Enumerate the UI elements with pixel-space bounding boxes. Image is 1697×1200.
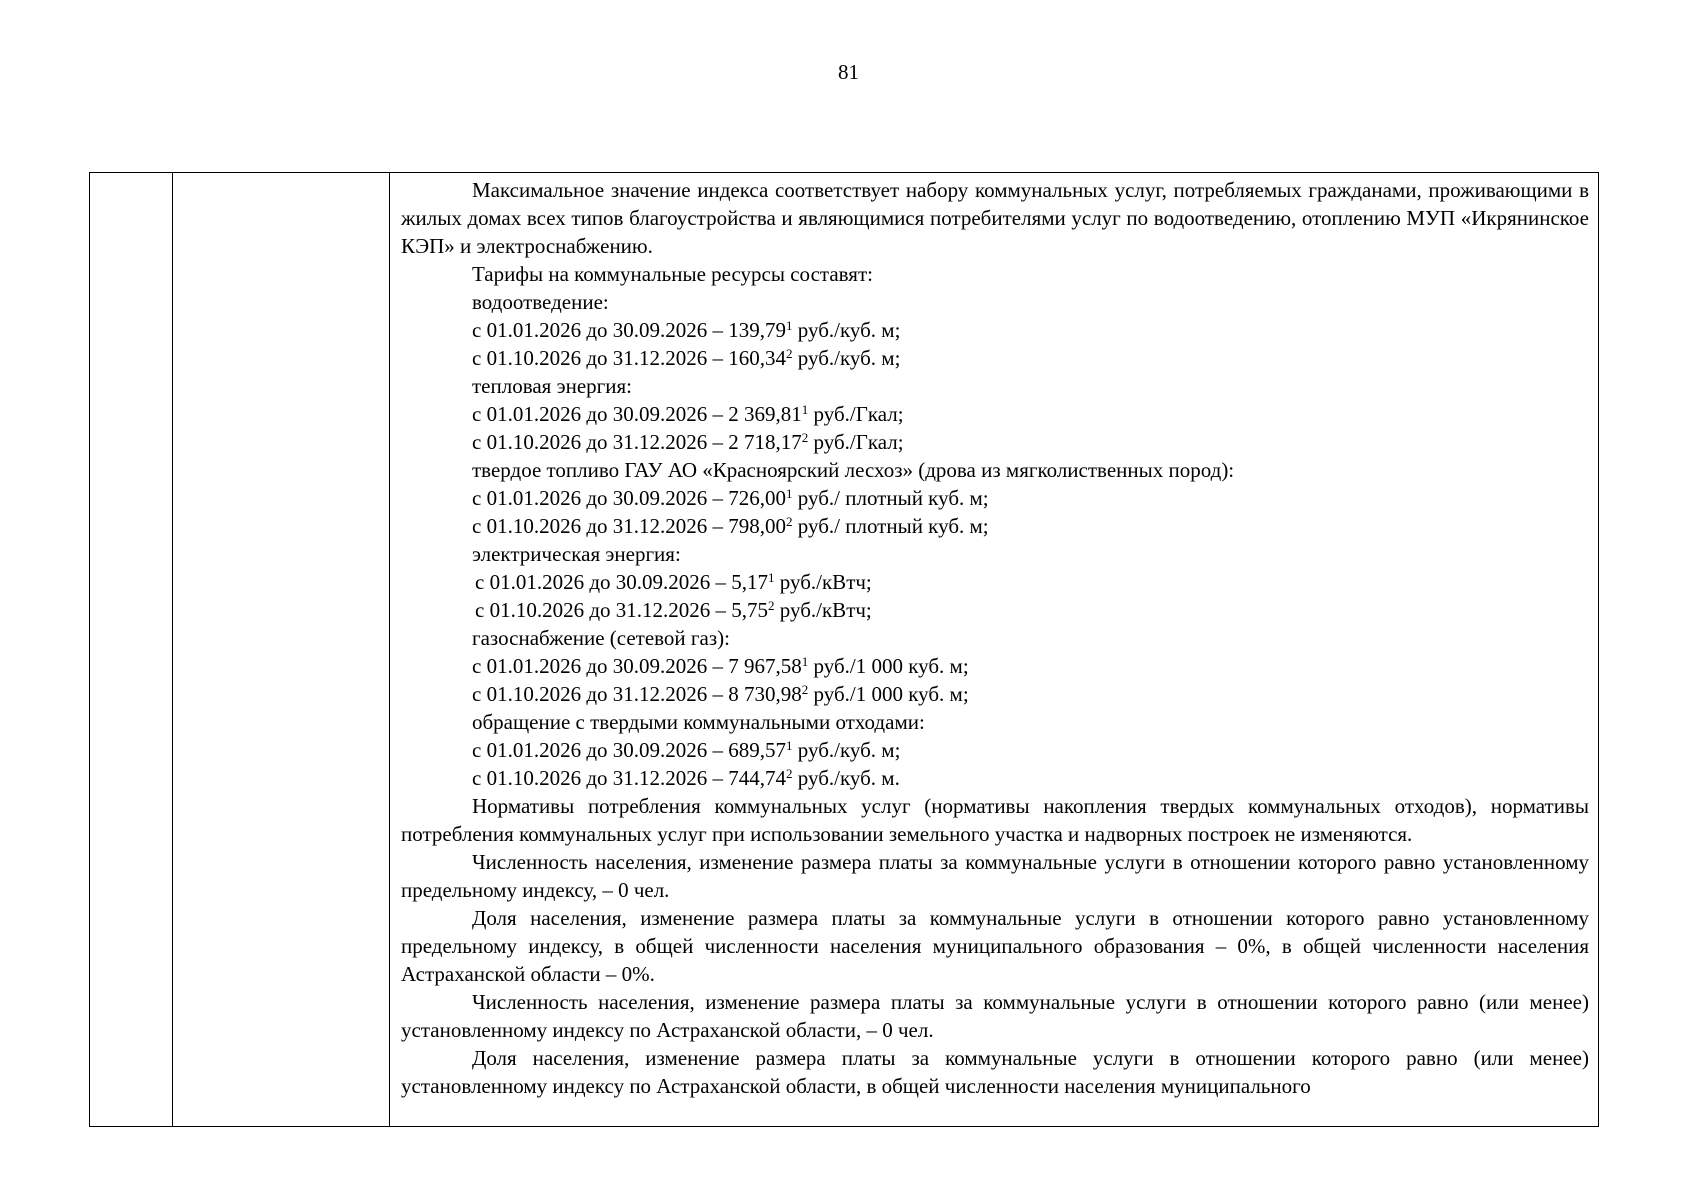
tariff-rate-line (401, 400, 1589, 428)
footnote-marker: 1 (801, 654, 809, 669)
tariff-rate-line (401, 316, 1589, 344)
tariff-rate-line (401, 680, 1589, 708)
document-table (89, 172, 1599, 1127)
tariff-group-title: электрическая энергия: (472, 542, 681, 566)
tariff-rate-unit: руб./ плотный куб. м; (792, 486, 989, 510)
standards-paragraph: Нормативы потребления коммунальных услуг (нормативы накопления твердых коммунальных отходов), нормативы потребления коммунальных услуг при использовании земельного участка и надворных построек не изменяются. (401, 794, 1589, 846)
tariff-rate-value: с 01.10.2026 до 31.12.2026 – 160,34 (472, 346, 787, 370)
table-cell-name (173, 173, 389, 1126)
tariff-rate-value: с 01.10.2026 до 31.12.2026 – 2 718,17 (472, 430, 802, 454)
tariff-rate-line (401, 596, 1589, 624)
footnote-marker: 2 (768, 598, 775, 613)
tariff-rate-line (401, 736, 1589, 764)
tariff-rate-line (401, 652, 1589, 680)
footnote-marker: 1 (786, 738, 793, 753)
tariff-rate-line (401, 512, 1589, 540)
tariff-rate-line (401, 344, 1589, 372)
tariff-rate-unit: руб./куб. м. (792, 766, 900, 790)
tariff-rate-line (401, 764, 1589, 792)
tariff-group-title: обращение с твердыми коммунальными отходами: (472, 710, 925, 734)
tariffs-heading: Тарифы на коммунальные ресурсы составят: (472, 262, 873, 286)
tariff-group-title: водоотведение: (472, 290, 609, 314)
tariff-rate-unit: руб./1 000 куб. м; (808, 682, 969, 706)
tariff-rate-unit: руб./куб. м; (792, 738, 901, 762)
population-share-regional-paragraph: Доля населения, изменение размера платы за коммунальные услуги в отношении которого равно (или менее) установленному индексу по Астраханской области, в общей численности населения муниципального (401, 1046, 1589, 1098)
footnote-marker: 2 (786, 514, 793, 529)
page-number: 81 (838, 60, 859, 84)
tariff-rate-unit: руб./кВтч; (774, 598, 872, 622)
tariff-rate-value: с 01.01.2026 до 30.09.2026 – 139,79 (472, 318, 787, 342)
population-share-paragraph: Доля населения, изменение размера платы за коммунальные услуги в отношении которого равно установленному предельному индексу, в общей численности населения муниципального образования – 0%, в общей численности населения Астраханской области – 0%. (401, 906, 1589, 986)
population-count-regional-paragraph: Численность населения, изменение размера платы за коммунальные услуги в отношении которого равно (или менее) установленному индексу по Астраханской области, – 0 чел. (401, 990, 1589, 1042)
table-cell-number (90, 173, 172, 1126)
tariff-rate-unit: руб./Гкал; (808, 402, 904, 426)
footnote-marker: 1 (786, 486, 793, 501)
tariff-rate-line (401, 484, 1589, 512)
tariff-rate-value: с 01.01.2026 до 30.09.2026 – 5,17 (475, 570, 769, 594)
footnote-marker: 1 (768, 570, 775, 585)
footnote-marker: 1 (801, 402, 809, 417)
tariff-rate-line (401, 428, 1589, 456)
tariff-rate-value: с 01.10.2026 до 31.12.2026 – 798,00 (472, 514, 787, 538)
tariff-rate-unit: руб./кВтч; (774, 570, 872, 594)
tariff-rate-value: с 01.01.2026 до 30.09.2026 – 689,57 (472, 738, 787, 762)
population-count-paragraph: Численность населения, изменение размера платы за коммунальные услуги в отношении которого равно установленному предельному индексу, – 0 чел. (401, 850, 1589, 902)
footnote-marker: 2 (786, 346, 793, 361)
tariff-rate-unit: руб./куб. м; (792, 346, 901, 370)
tariff-rate-unit: руб./куб. м; (792, 318, 901, 342)
tariff-rate-unit: руб./1 000 куб. м; (808, 654, 969, 678)
tariff-group-title: тепловая энергия: (472, 374, 633, 398)
footnote-marker: 2 (786, 766, 793, 781)
footnote-marker: 1 (786, 318, 793, 333)
tariff-rate-value: с 01.01.2026 до 30.09.2026 – 2 369,81 (472, 402, 802, 426)
table-cell-content (401, 176, 1589, 1100)
tariff-rate-value: с 01.01.2026 до 30.09.2026 – 7 967,58 (472, 654, 802, 678)
tariff-rate-value: с 01.10.2026 до 31.12.2026 – 744,74 (472, 766, 787, 790)
intro-paragraph: Максимальное значение индекса соответствует набору коммунальных услуг, потребляемых гражданами, проживающими в жилых домах всех типов благоустройства и являющимися потребителями услуг по водоотведению, отоплению МУП «Икрянинское КЭП» и электроснабжению. (401, 178, 1589, 258)
tariff-rate-value: с 01.10.2026 до 31.12.2026 – 5,75 (475, 598, 769, 622)
tariff-rate-line (401, 568, 1589, 596)
footnote-marker: 2 (801, 430, 809, 445)
tariff-rate-value: с 01.01.2026 до 30.09.2026 – 726,00 (472, 486, 787, 510)
tariff-rate-value: с 01.10.2026 до 31.12.2026 – 8 730,98 (472, 682, 802, 706)
tariff-rate-unit: руб./Гкал; (808, 430, 904, 454)
tariff-rate-unit: руб./ плотный куб. м; (792, 514, 989, 538)
tariff-group-title: твердое топливо ГАУ АО «Красноярский лесхоз» (дрова из мягколиственных пород): (472, 458, 1235, 482)
column-divider (389, 173, 390, 1126)
footnote-marker: 2 (801, 682, 809, 697)
tariff-group-title: газоснабжение (сетевой газ): (472, 626, 730, 650)
